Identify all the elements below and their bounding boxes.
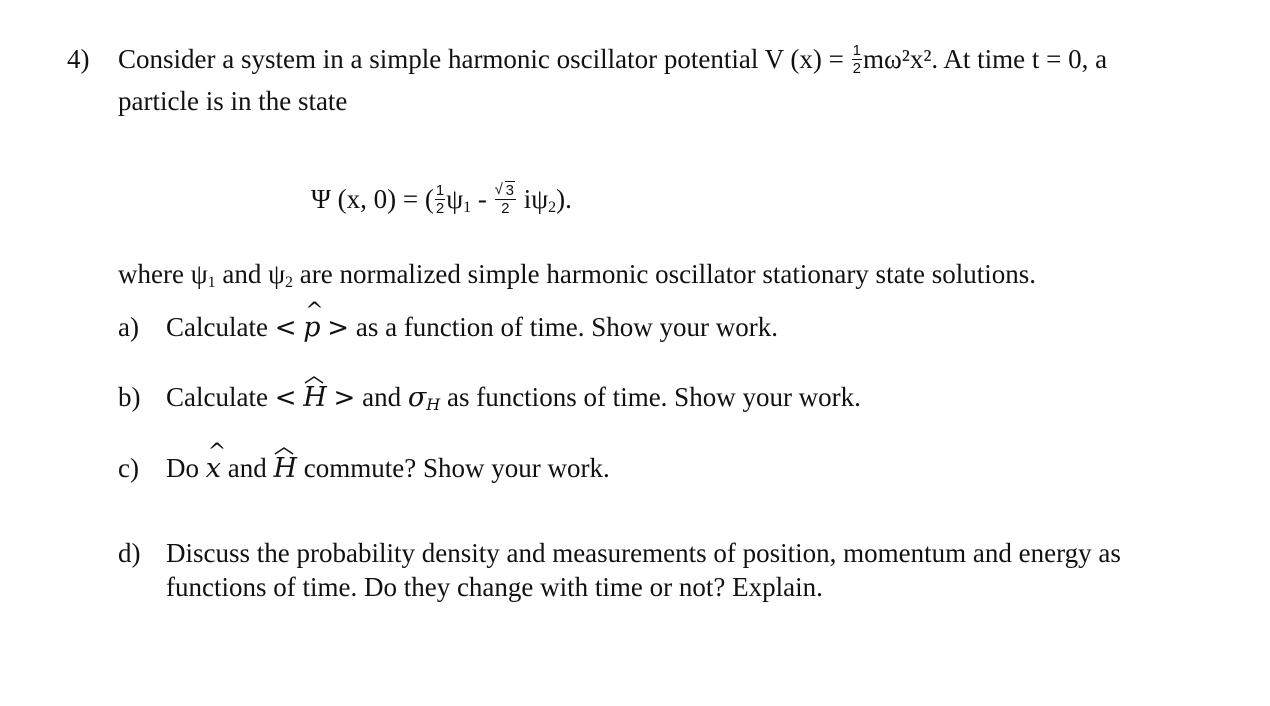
part-c-text	[166, 453, 610, 484]
where-text-b: and ψ	[215, 259, 285, 289]
intro-text-a: Consider a system in a simple harmonic oscillator potential V (x) =	[118, 44, 851, 74]
hamiltonian-operator	[303, 382, 327, 413]
fraction-denominator: 2	[852, 60, 861, 78]
intro-line-1	[118, 44, 1107, 78]
one-half-fraction	[852, 43, 862, 76]
hamiltonian-operator-c	[273, 453, 297, 484]
sqrt-symbol	[496, 183, 515, 198]
intro-text-b: mω²x². At time t = 0, a	[862, 44, 1108, 74]
coef1-numerator: 1	[435, 182, 445, 200]
part-c-pre: Do	[166, 453, 206, 483]
position-operator: ^ x	[206, 453, 221, 484]
part-b-pre: Calculate	[166, 382, 275, 412]
hamiltonian-letter-c: H	[273, 453, 298, 484]
minus-sign: -	[471, 184, 494, 214]
part-d-line-1: Discuss the probability density and measurements of position, momentum and energy as	[166, 538, 1121, 568]
where-line	[118, 259, 1036, 292]
sqrt-radicand: 3	[505, 182, 514, 200]
coef1-fraction	[435, 183, 445, 216]
part-c-post: commute? Show your work.	[297, 453, 610, 483]
part-a-text	[166, 312, 778, 343]
part-a-lt: <	[274, 313, 297, 343]
state-lhs: Ψ (x, 0) = (	[311, 184, 434, 214]
state-equation	[311, 184, 572, 218]
problem-number: 4)	[67, 44, 90, 74]
sigma-symbol: σ	[407, 382, 427, 413]
part-a-label: a)	[118, 312, 139, 342]
part-b-post: as functions of time. Show your work.	[440, 382, 861, 412]
part-a-post: as a function of time. Show your work.	[349, 312, 779, 342]
where-text-c: are normalized simple harmonic oscillator stationary state solutions.	[293, 259, 1037, 289]
psi2-subscript: 2	[548, 199, 557, 216]
part-b-gt: >	[333, 383, 356, 413]
part-a-gt: >	[327, 313, 350, 343]
part-c-label: c)	[118, 453, 139, 483]
part-d-line-2: functions of time. Do they change with time or not? Explain.	[166, 572, 823, 602]
part-c-mid: and	[220, 453, 274, 483]
hamiltonian-letter: H	[303, 382, 327, 413]
state-close: ).	[556, 184, 572, 214]
psi1-symbol: ψ	[446, 184, 464, 214]
wide-hat-mark	[304, 376, 324, 384]
fraction-numerator: 1	[852, 42, 861, 60]
coef2-numerator	[495, 183, 516, 198]
where-sub-2: 2	[285, 274, 293, 291]
momentum-operator: ^ p	[303, 312, 320, 343]
psi1-subscript: 1	[463, 199, 472, 216]
intro-line-2: particle is in the state	[118, 86, 348, 116]
part-b-label: b)	[118, 382, 141, 412]
part-b-text	[166, 382, 861, 414]
part-d-label: d)	[118, 538, 141, 568]
sigma-subscript: H	[426, 395, 441, 414]
coef1-denominator: 2	[435, 200, 445, 218]
coef2-denominator: 2	[501, 200, 510, 218]
part-b-mid: and	[355, 382, 408, 412]
part-b-lt: <	[274, 383, 297, 413]
where-sub-1: 1	[207, 274, 216, 291]
wide-hat-mark-c	[274, 447, 294, 455]
where-text-a: where ψ	[118, 259, 208, 289]
i-psi2-symbol: iψ	[523, 184, 549, 214]
coef2-fraction	[495, 183, 516, 216]
part-a-pre: Calculate	[166, 312, 275, 342]
